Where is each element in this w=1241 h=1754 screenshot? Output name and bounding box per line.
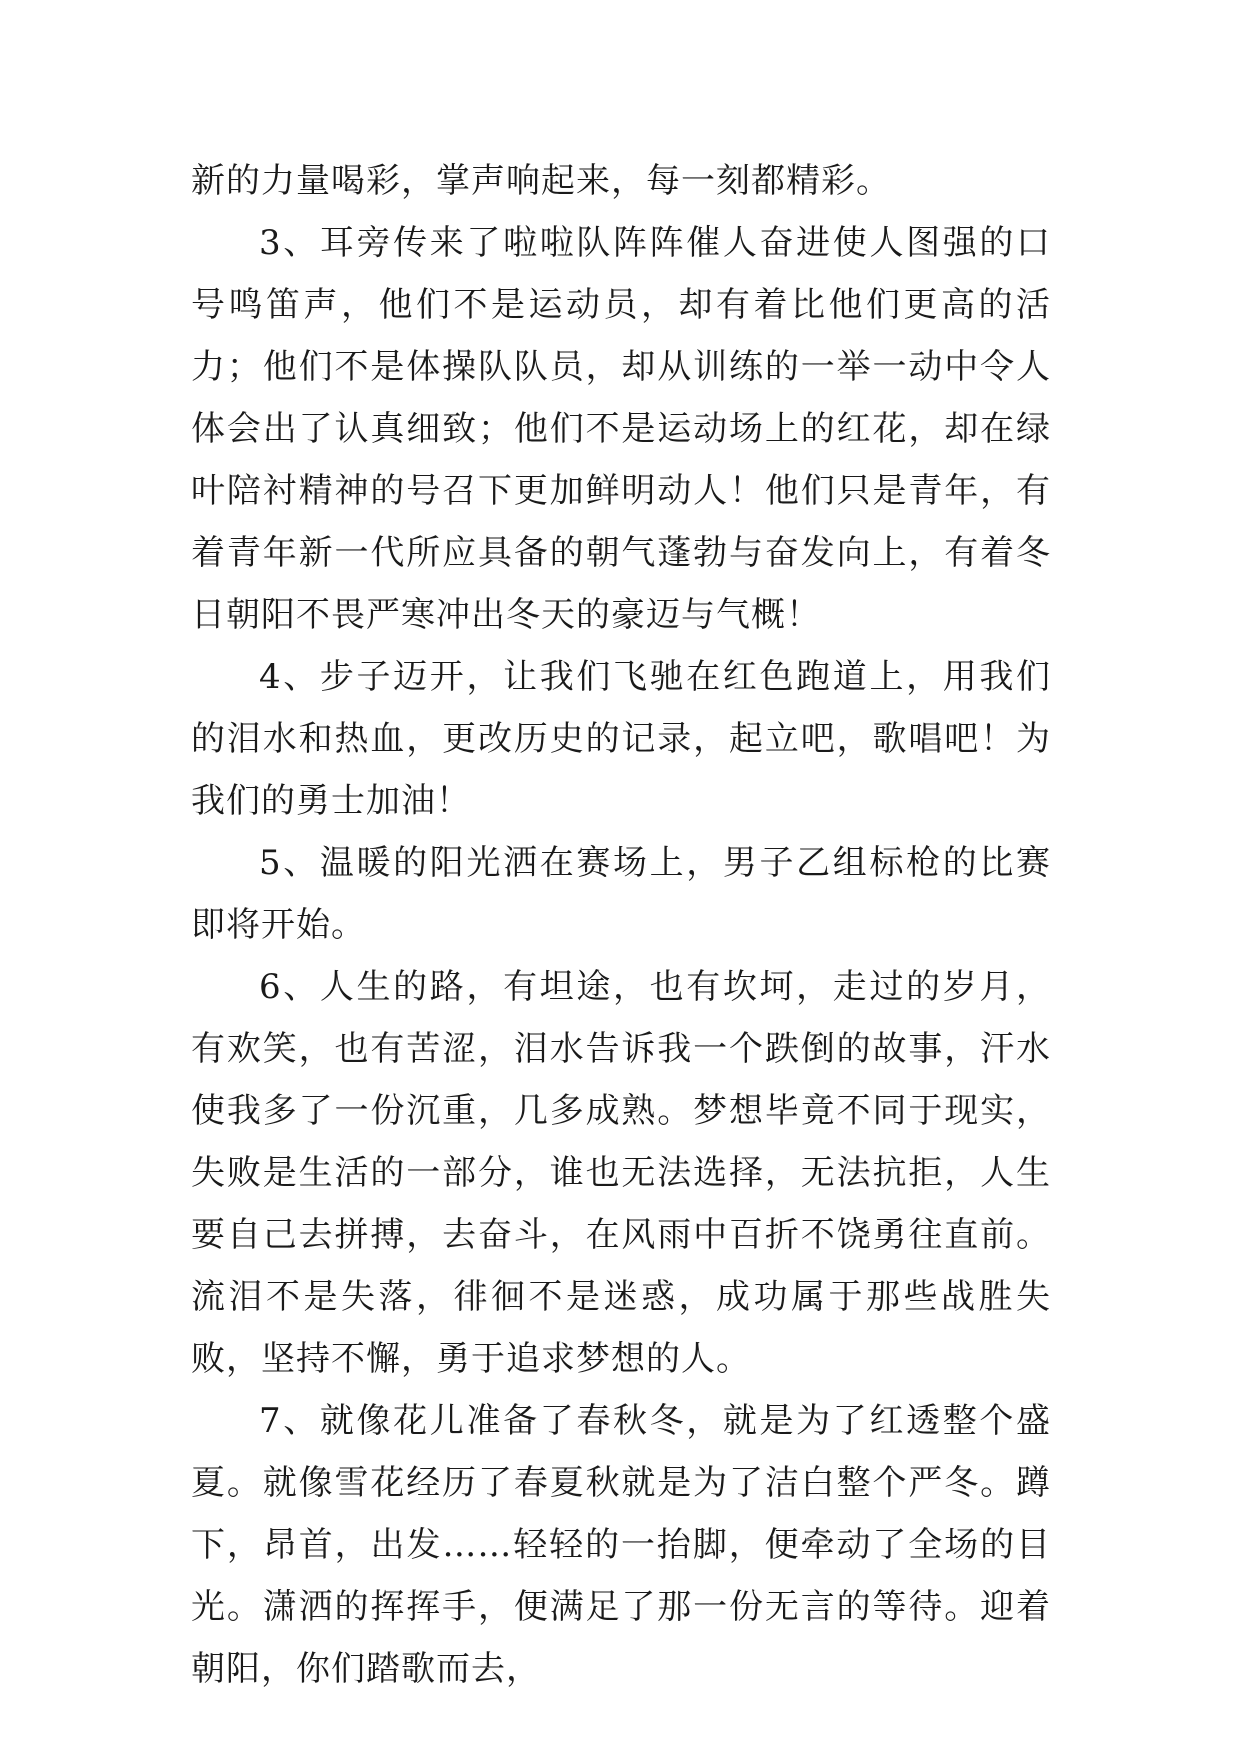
- paragraph-item-7: 7、就像花儿准备了春秋冬，就是为了红透整个盛夏。就像雪花经历了春夏秋就是为了洁白整个严冬。蹲下，昂首，出发……轻轻的一抬脚，便牵动了全场的目光。潇洒的挥挥手，便满足了那一份无言的等待。迎着朝阳，你们踏歌而去，: [191, 1401, 1051, 1689]
- paragraph-item-6: 6、人生的路，有坦途，也有坎坷，走过的岁月，有欢笑，也有苦涩，泪水告诉我一个跌倒的故事，汗水使我多了一份沉重，几多成熟。梦想毕竟不同于现实，失败是生活的一部分，谁也无法选择，无法抗拒，人生要自己去拼搏，去奋斗，在风雨中百折不饶勇往直前。流泪不是失落，徘徊不是迷惑，成功属于那些战胜失败，坚持不懈，勇于追求梦想的人。: [191, 967, 1051, 1379]
- paragraph-continuation: 新的力量喝彩，掌声响起来，每一刻都精彩。: [191, 161, 891, 201]
- paragraph-item-3: 3、耳旁传来了啦啦队阵阵催人奋进使人图强的口号鸣笛声，他们不是运动员，却有着比他们更高的活力；他们不是体操队队员，却从训练的一举一动中令人体会出了认真细致；他们不是运动场上的红花，却在绿叶陪衬精神的号召下更加鲜明动人！他们只是青年，有着青年新一代所应具备的朝气蓬勃与奋发向上，有着冬日朝阳不畏严寒冲出冬天的豪迈与气概！: [191, 223, 1051, 635]
- paragraph-item-4: 4、步子迈开，让我们飞驰在红色跑道上，用我们的泪水和热血，更改历史的记录，起立吧，歌唱吧！为我们的勇士加油！: [191, 657, 1051, 821]
- document-body: [191, 150, 1051, 1700]
- paragraph-item-5: 5、温暖的阳光洒在赛场上，男子乙组标枪的比赛即将开始。: [191, 843, 1051, 945]
